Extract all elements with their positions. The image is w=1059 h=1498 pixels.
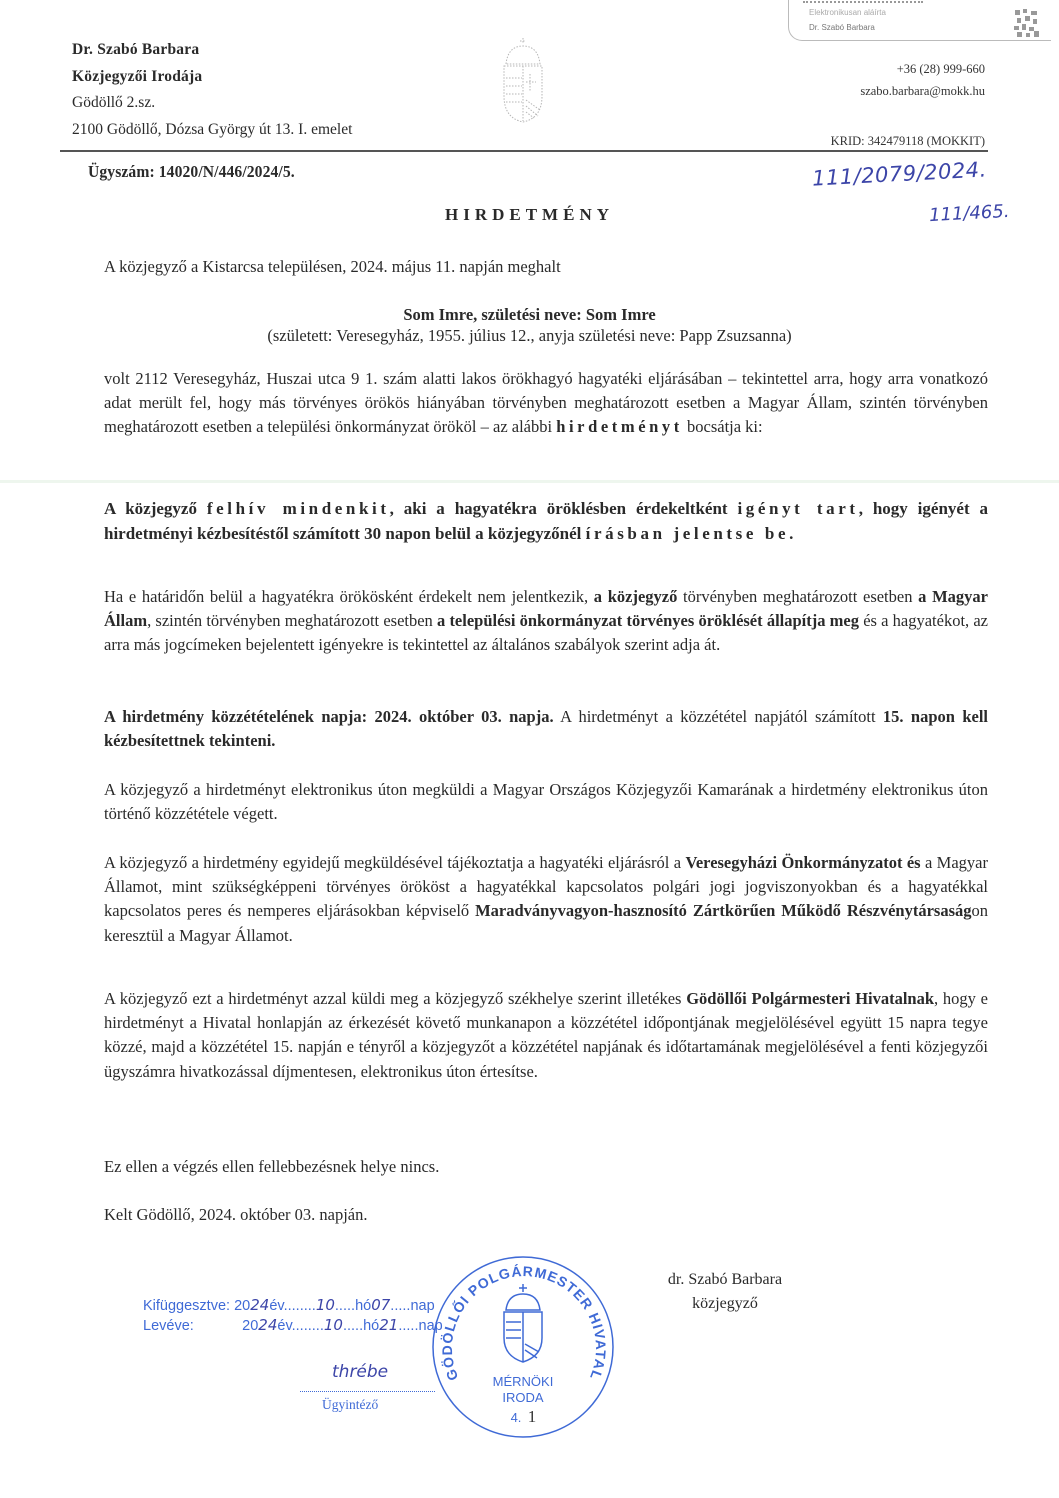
deceased-name: Som Imre, születési neve: Som Imre (403, 305, 656, 324)
electronic-signature-box (788, 0, 1051, 41)
emphasis-hirdetmenyt: hirdetményt (556, 417, 683, 437)
paragraph-notification: A közjegyző a hirdetmény egyidejű megküldésével tájékoztatja a hagyatéki eljárásról a Veresegyházi Önkormányzatot és a Magyar Államot, mint szükségképpeni törvényes örököst a hagyatékkal kapcsolatos polgári jogi jogviszonyokban és a hagyatékkal kapcsolatos peres és nemperes eljárásokban képviselő Maradványvagyon-hasznosító Zártkörűen Működő Részvénytársaságon keresztül a Magyar Államot. (104, 853, 988, 945)
stamp-coat-of-arms-icon (504, 1284, 542, 1362)
paragraph-publication-date: A hirdetmény közzétételének napja: 2024. október 03. napja. A hirdetményt a közzététel napjától számított 15. napon kell kézbesítettnek tekinteni. (104, 707, 989, 751)
notary-name: Dr. Szabó Barbara (72, 41, 200, 58)
qr-code-icon (1013, 8, 1041, 38)
stamp-line2: IRODA (502, 1390, 544, 1405)
posted-year: 24 (250, 1296, 270, 1314)
coat-of-arms-icon (500, 34, 546, 126)
paragraph-state-inheritance: Ha e határidőn belül a hagyatékra örökösként érdekelt nem jelentkezik, a közjegyző törvényben meghatározott esetben a Magyar Állam, szintén törvényben meghatározott esetben a települési önkormányzat törvényes öröklését állapítja meg és a hagyatékot, az arra más jogcímeken bejelentett igényekre is tekintettel az általános szabályok szerint adja át. (104, 587, 988, 655)
posted-month: 10 (315, 1296, 335, 1314)
clerk-label: Ügyintéző (322, 1397, 379, 1412)
intro-text: A közjegyző a Kistarcsa településen, 2024. május 11. napján meghalt (104, 257, 561, 276)
handwritten-reference-2: 111/465. (928, 200, 1010, 227)
esign-name: Dr. Szabó Barbara (809, 23, 875, 32)
paragraph-no-appeal: Ez ellen a végzés ellen fellebbezésnek helye nincs. (104, 1157, 440, 1176)
handwritten-reference: 111/2079/2024. (811, 157, 988, 191)
document-title: HIRDETMÉNY (444, 205, 614, 224)
stamp-handwritten-number: 1 (527, 1407, 537, 1426)
header-divider (60, 150, 988, 152)
paragraph-mayor-office: A közjegyző ezt a hirdetményt azzal küldi meg a közjegyző székhelye szerint illetékes Gödöllői Polgármesteri Hivatalnak, hogy e hirdetményt a Hivatal honlapján az érkezését követő munkanapon a közzététel időpontjának megjelölésével együtt 15 napra tegye közzé, majd a közzététel 15. napján e tényről a közjegyzőt a közzététel napjának és időtartamának megjelölésével a fenti közjegyzői ügyszámra hivatkozással díjmentesen, elektronikus úton értesítse. (104, 989, 988, 1081)
office-name: Közjegyzői Irodája (72, 67, 203, 85)
stamp-ring-text: GÖDÖLLŐI POLGÁRMESTER HIVATAL (438, 1263, 610, 1383)
signature-name: dr. Szabó Barbara (667, 1271, 783, 1288)
signature-role: közjegyző (692, 1295, 758, 1312)
clerk-signature-line (300, 1391, 435, 1392)
esign-redacted-line (803, 1, 923, 8)
posted-line: Kifüggesztve: 2024év........10.....hó07.....nap (143, 1296, 435, 1314)
removed-line: Levéve: 2024év........10.....hó21.....nap (143, 1316, 443, 1334)
notary-signature-block (650, 1268, 800, 1316)
esign-label: Elektronikusan aláírta (809, 8, 886, 17)
paragraph-call-for-claims: A közjegyző felhív mindenkit, aki a hagyatékra öröklésben érdekeltként igényt tart, hogy igényét a hirdetményi kézbesítéstől számított 30 napon belül a közjegyzőnél írásban jelentse be. (104, 499, 988, 543)
letterhead-right (860, 58, 985, 102)
email-address: szabo.barbara@mokk.hu (860, 84, 985, 98)
removed-month: 10 (323, 1316, 343, 1334)
office-seat: Gödöllő 2.sz. (72, 94, 156, 111)
letterhead-left (72, 37, 352, 143)
date-place: Kelt Gödöllő, 2024. október 03. napján. (104, 1205, 368, 1224)
posted-day: 07 (371, 1296, 391, 1314)
scan-artifact-line (0, 480, 1059, 483)
stamp-number: 4. (510, 1410, 522, 1425)
office-round-stamp (428, 1252, 618, 1442)
office-address: 2100 Gödöllő, Dózsa György út 13. I. emelet (72, 120, 353, 138)
paragraph-proceedings: volt 2112 Veresegyház, Huszai utca 9 1. szám alatti lakos örökhagyó hagyatéki eljárásában – tekintettel arra, hogy arra vonatkozó adat merült fel, hogy más törvényes örökös hiányában törvényben meghatározott esetben a Magyar Állam, szintén törvényben meghatározott esetben a települési önkormányzat örököl – az alábbi hirdetményt bocsátja ki: (104, 369, 988, 437)
case-number: Ügyszám: 14020/N/446/2024/5. (88, 162, 295, 181)
removed-year: 24 (258, 1316, 278, 1334)
posting-stamp (143, 1296, 443, 1336)
removed-day: 21 (379, 1316, 399, 1334)
krid-id: KRID: 342479118 (MOKKIT) (830, 134, 985, 148)
deceased-birth-details: (született: Veresegyház, 1955. július 12., anyja születési neve: Papp Zsuzsanna) (267, 326, 792, 345)
phone-number: +36 (28) 999-660 (896, 62, 985, 76)
paragraph-electronic-publication: A közjegyző a hirdetményt elektronikus úton megküldi a Magyar Országos Közjegyzői Kamarának a hirdetmény elektronikus úton történő közzététele végett. (104, 780, 988, 824)
stamp-line1: MÉRNÖKI (492, 1374, 554, 1389)
clerk-signature: thrébe (332, 1362, 389, 1382)
